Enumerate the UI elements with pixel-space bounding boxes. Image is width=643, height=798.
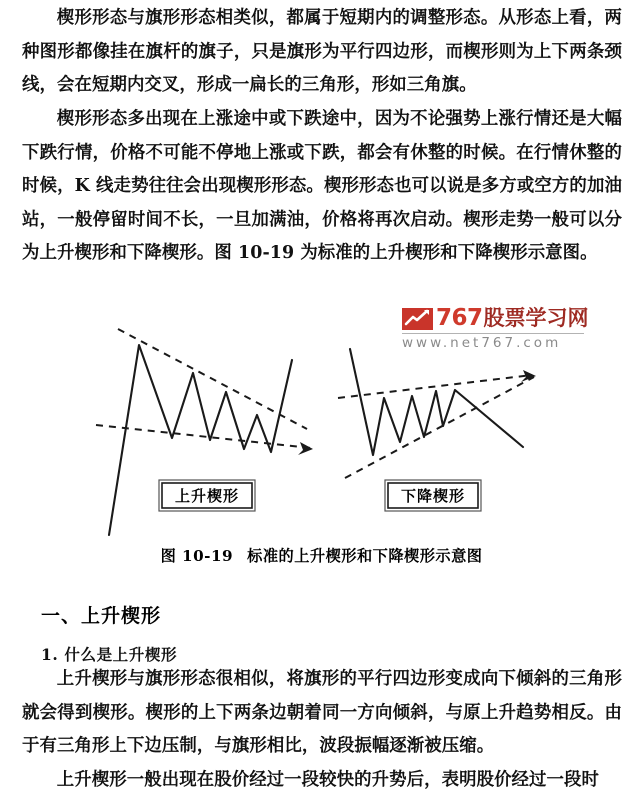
logo-url: www.net767.com [402, 335, 562, 351]
falling-wedge-lower-trendline [345, 377, 534, 478]
logo-row [402, 306, 592, 331]
figure-caption [0, 545, 643, 566]
falling-wedge-group [350, 349, 523, 455]
paragraph-block-4 [22, 764, 622, 798]
paragraph-block-2 [22, 103, 622, 271]
logo-number: 767 [436, 305, 483, 331]
logo-name: 股票学习网 [483, 306, 589, 330]
paragraph-1: 楔形形态与旗形形态相类似，都属于短期内的调整形态。从形态上看，两种图形都像挂在旗杆的旗子，只是旗形为平行四边形，而楔形则为上下两条颈线，会在短期内交叉，形成一扁长的三角形，形如三角旗。 [22, 8, 622, 96]
falling-wedge-price-path [350, 349, 523, 455]
chart-line-icon [402, 308, 433, 330]
logo-divider [402, 333, 584, 334]
rising-wedge-lower-trendline [96, 425, 311, 448]
sub-heading: 1. 什么是上升楔形 [41, 645, 178, 664]
watermark-logo [402, 306, 592, 351]
rising-wedge-apex-arrow [298, 442, 313, 455]
rising-wedge-label: 上升楔形 [174, 487, 239, 505]
falling-wedge-label: 下降楔形 [400, 487, 465, 505]
figure-caption-number: 图 10-19 [160, 547, 234, 565]
section-heading: 一、上升楔形 [41, 605, 162, 627]
paragraph-block-1 [22, 2, 622, 103]
paragraph-4: 上升楔形一般出现在股价经过一段较快的升势后，表明股价经过一段时 [56, 770, 600, 790]
paragraph-3: 上升楔形与旗形形态很相似，将旗形的平行四边形变成向下倾斜的三角形就会得到楔形。楔形的上下两条边朝着同一方向倾斜，与原上升趋势相反。由于有三角形上下边压制，与旗形相比，波段振幅逐渐被压缩。 [22, 669, 622, 757]
paragraph-2: 楔形形态多出现在上涨途中或下跌途中，因为不论强势上涨行情还是大幅下跌行情，价格不可能不停地上涨或下跌，都会有休整的时候。在行情休整的时候，K 线走势往往会出现楔形形态。楔形形态也可以说是多方或空方的加油站，一般停留时间不长，一旦加满油，价格将再次启动。楔形走势一般可以分为上升楔形和下降楔形。图 10-19 为标准的上升楔形和下降楔形示意图。 [22, 109, 622, 264]
paragraph-block-3 [22, 663, 622, 764]
figure-caption-text: 标准的上升楔形和下降楔形示意图 [247, 547, 483, 565]
